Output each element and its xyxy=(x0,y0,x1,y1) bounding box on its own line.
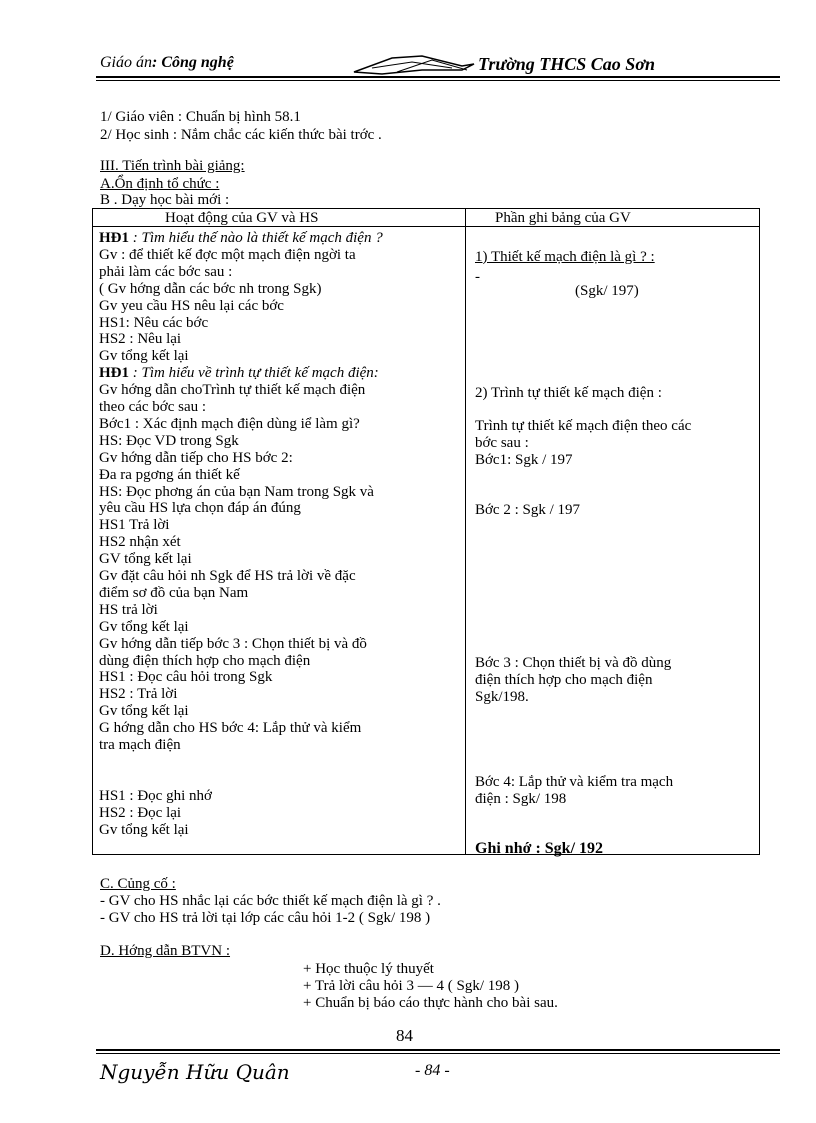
lesson-table xyxy=(92,208,760,855)
board-step-1: Bớc1: Sgk / 197 xyxy=(475,452,573,468)
section-d-heading: D. Hớng dẫn BTVN : xyxy=(100,943,231,959)
activity-line xyxy=(99,365,379,381)
activity-line: HS2 nhận xét xyxy=(99,534,181,551)
section-iii-heading: III. Tiến trình bài giảng: xyxy=(100,158,245,174)
activity-line xyxy=(99,230,383,246)
activity-line: GV tổng kết lại xyxy=(99,551,192,568)
board-step-4b: điện : Sgk/ 198 xyxy=(475,791,567,807)
section-c-heading: C. Củng cố : xyxy=(100,876,176,892)
col-header-activities: Hoạt động của GV và HS xyxy=(165,210,319,226)
activity-line: điểm sơ đồ của bạn Nam xyxy=(99,584,249,601)
activity-line: Gv tổng kết lại xyxy=(99,821,189,838)
activity-label: HĐ1 xyxy=(99,230,129,246)
header-subject-name: : Công nghệ xyxy=(152,54,234,71)
activity-line: dùng điện thích hợp cho mạch điện xyxy=(99,652,311,669)
board-step-4a: Bớc 4: Lắp thử và kiểm tra mạch xyxy=(475,774,674,790)
prep-teacher: 1/ Giáo viên : Chuẩn bị hình 58.1 xyxy=(100,109,301,125)
footer-rule-thin xyxy=(96,1053,780,1054)
board-item-1: 1) Thiết kế mạch điện là gì ? : xyxy=(475,249,655,265)
footer-rule xyxy=(96,1049,780,1051)
activity-line: HS1 : Đọc ghi nhớ xyxy=(99,787,212,804)
d-line-2: + Trả lời câu hỏi 3 — 4 ( Sgk/ 198 ) xyxy=(303,978,519,994)
activity-line: Gv hớng dẫn tiếp bớc 3 : Chọn thiết bị và đồ xyxy=(99,635,367,652)
section-a-heading: A.Ổn định tổ chức : xyxy=(100,176,220,192)
activity-line: yêu cầu HS lựa chọn đáp án đúng xyxy=(99,500,301,517)
activity-line: HS2 : Đọc lại xyxy=(99,804,182,821)
activity-line: HS1 : Đọc câu hỏi trong Sgk xyxy=(99,669,273,686)
board-ref-1: (Sgk/ 197) xyxy=(575,283,639,299)
board-step-3c: Sgk/198. xyxy=(475,689,529,705)
column-divider xyxy=(465,209,466,854)
activity-line: Gv hớng dẫn choTrình tự thiết kế mạch điện xyxy=(99,382,366,399)
footer-author: Nguyễn Hữu Quân xyxy=(100,1060,290,1084)
activity-title: : Tìm hiểu về trình tự thiết kế mạch điện: xyxy=(129,365,379,382)
activity-line: tra mạch điện xyxy=(99,737,181,753)
board-step-3b: điện thích hợp cho mạch điện xyxy=(475,672,653,688)
footer-page: - 84 - xyxy=(415,1062,450,1079)
c-line-1: - GV cho HS nhắc lại các bớc thiết kế mạch điện là gì ? . xyxy=(100,893,441,909)
activity-line: HS1 Trả lời xyxy=(99,517,170,534)
col-header-board: Phần ghi bảng của GV xyxy=(495,210,631,226)
activity-line: HS: Đọc VD trong Sgk xyxy=(99,432,239,449)
page-number: 84 xyxy=(396,1026,413,1045)
board-item-3a: Trình tự thiết kế mạch điện theo các xyxy=(475,418,692,434)
activity-line: HS: Đọc phơng án của bạn Nam trong Sgk và xyxy=(99,483,374,500)
activity-line: Gv tổng kết lại xyxy=(99,703,189,720)
header-subject xyxy=(100,54,234,72)
activity-label: HĐ1 xyxy=(99,365,129,382)
activity-line: Gv tổng kết lại xyxy=(99,348,189,365)
prep-student: 2/ Học sinh : Nắm chắc các kiến thức bài trớc . xyxy=(100,127,382,143)
activity-line: Gv đặt câu hỏi nh Sgk để HS trả lời về đặc xyxy=(99,568,356,584)
board-step-3a: Bớc 3 : Chọn thiết bị và đồ dùng xyxy=(475,655,672,671)
activity-line: HS2 : Trả lời xyxy=(99,686,178,703)
pen-logo-icon xyxy=(352,52,477,78)
board-summary: Ghi nhớ : Sgk/ 192 xyxy=(475,840,604,857)
board-item-2: 2) Trình tự thiết kế mạch điện : xyxy=(475,385,662,401)
board-dash: - xyxy=(475,269,480,285)
activity-line: Bớc1 : Xác định mạch điện dùng iể làm gì? xyxy=(99,415,360,432)
header-rule xyxy=(96,76,780,78)
activity-line: HS2 : Nêu lại xyxy=(99,331,182,348)
activity-line: ( Gv hớng dẫn các bớc nh trong Sgk) xyxy=(99,280,322,297)
d-line-1: + Học thuộc lý thuyết xyxy=(303,961,434,977)
activity-line: Đa ra pgơng án thiết kế xyxy=(99,466,240,483)
header-school: Trường THCS Cao Sơn xyxy=(478,54,655,74)
c-line-2: - GV cho HS trả lời tại lớp các câu hỏi 1-2 ( Sgk/ 198 ) xyxy=(100,910,431,926)
activity-line: phải làm các bớc sau : xyxy=(99,263,233,280)
board-item-3b: bớc sau : xyxy=(475,435,529,451)
header-label: Giáo án xyxy=(100,54,152,71)
header-rule-thin xyxy=(96,80,780,81)
activity-line: HS1: Nêu các bớc xyxy=(99,314,209,331)
d-line-3: + Chuẩn bị báo cáo thực hành cho bài sau. xyxy=(303,995,558,1011)
activity-line: Gv tổng kết lại xyxy=(99,618,189,635)
activity-title: : Tìm hiểu thế nào là thiết kế mạch điện ? xyxy=(129,230,383,246)
activity-line: G hớng dẫn cho HS bớc 4: Lắp thử và kiểm xyxy=(99,720,362,737)
activity-line: HS trả lời xyxy=(99,601,158,618)
activity-line: Gv yeu cầu HS nêu lại các bớc xyxy=(99,297,284,314)
activity-line: Gv : để thiết kế đợc một mạch điện ngời ta xyxy=(99,246,356,263)
board-step-2: Bớc 2 : Sgk / 197 xyxy=(475,502,581,518)
activity-line: theo các bớc sau : xyxy=(99,399,207,415)
section-b-heading: B . Dạy học bài mới : xyxy=(100,192,230,208)
activity-line: Gv hớng dẫn tiếp cho HS bớc 2: xyxy=(99,449,293,466)
